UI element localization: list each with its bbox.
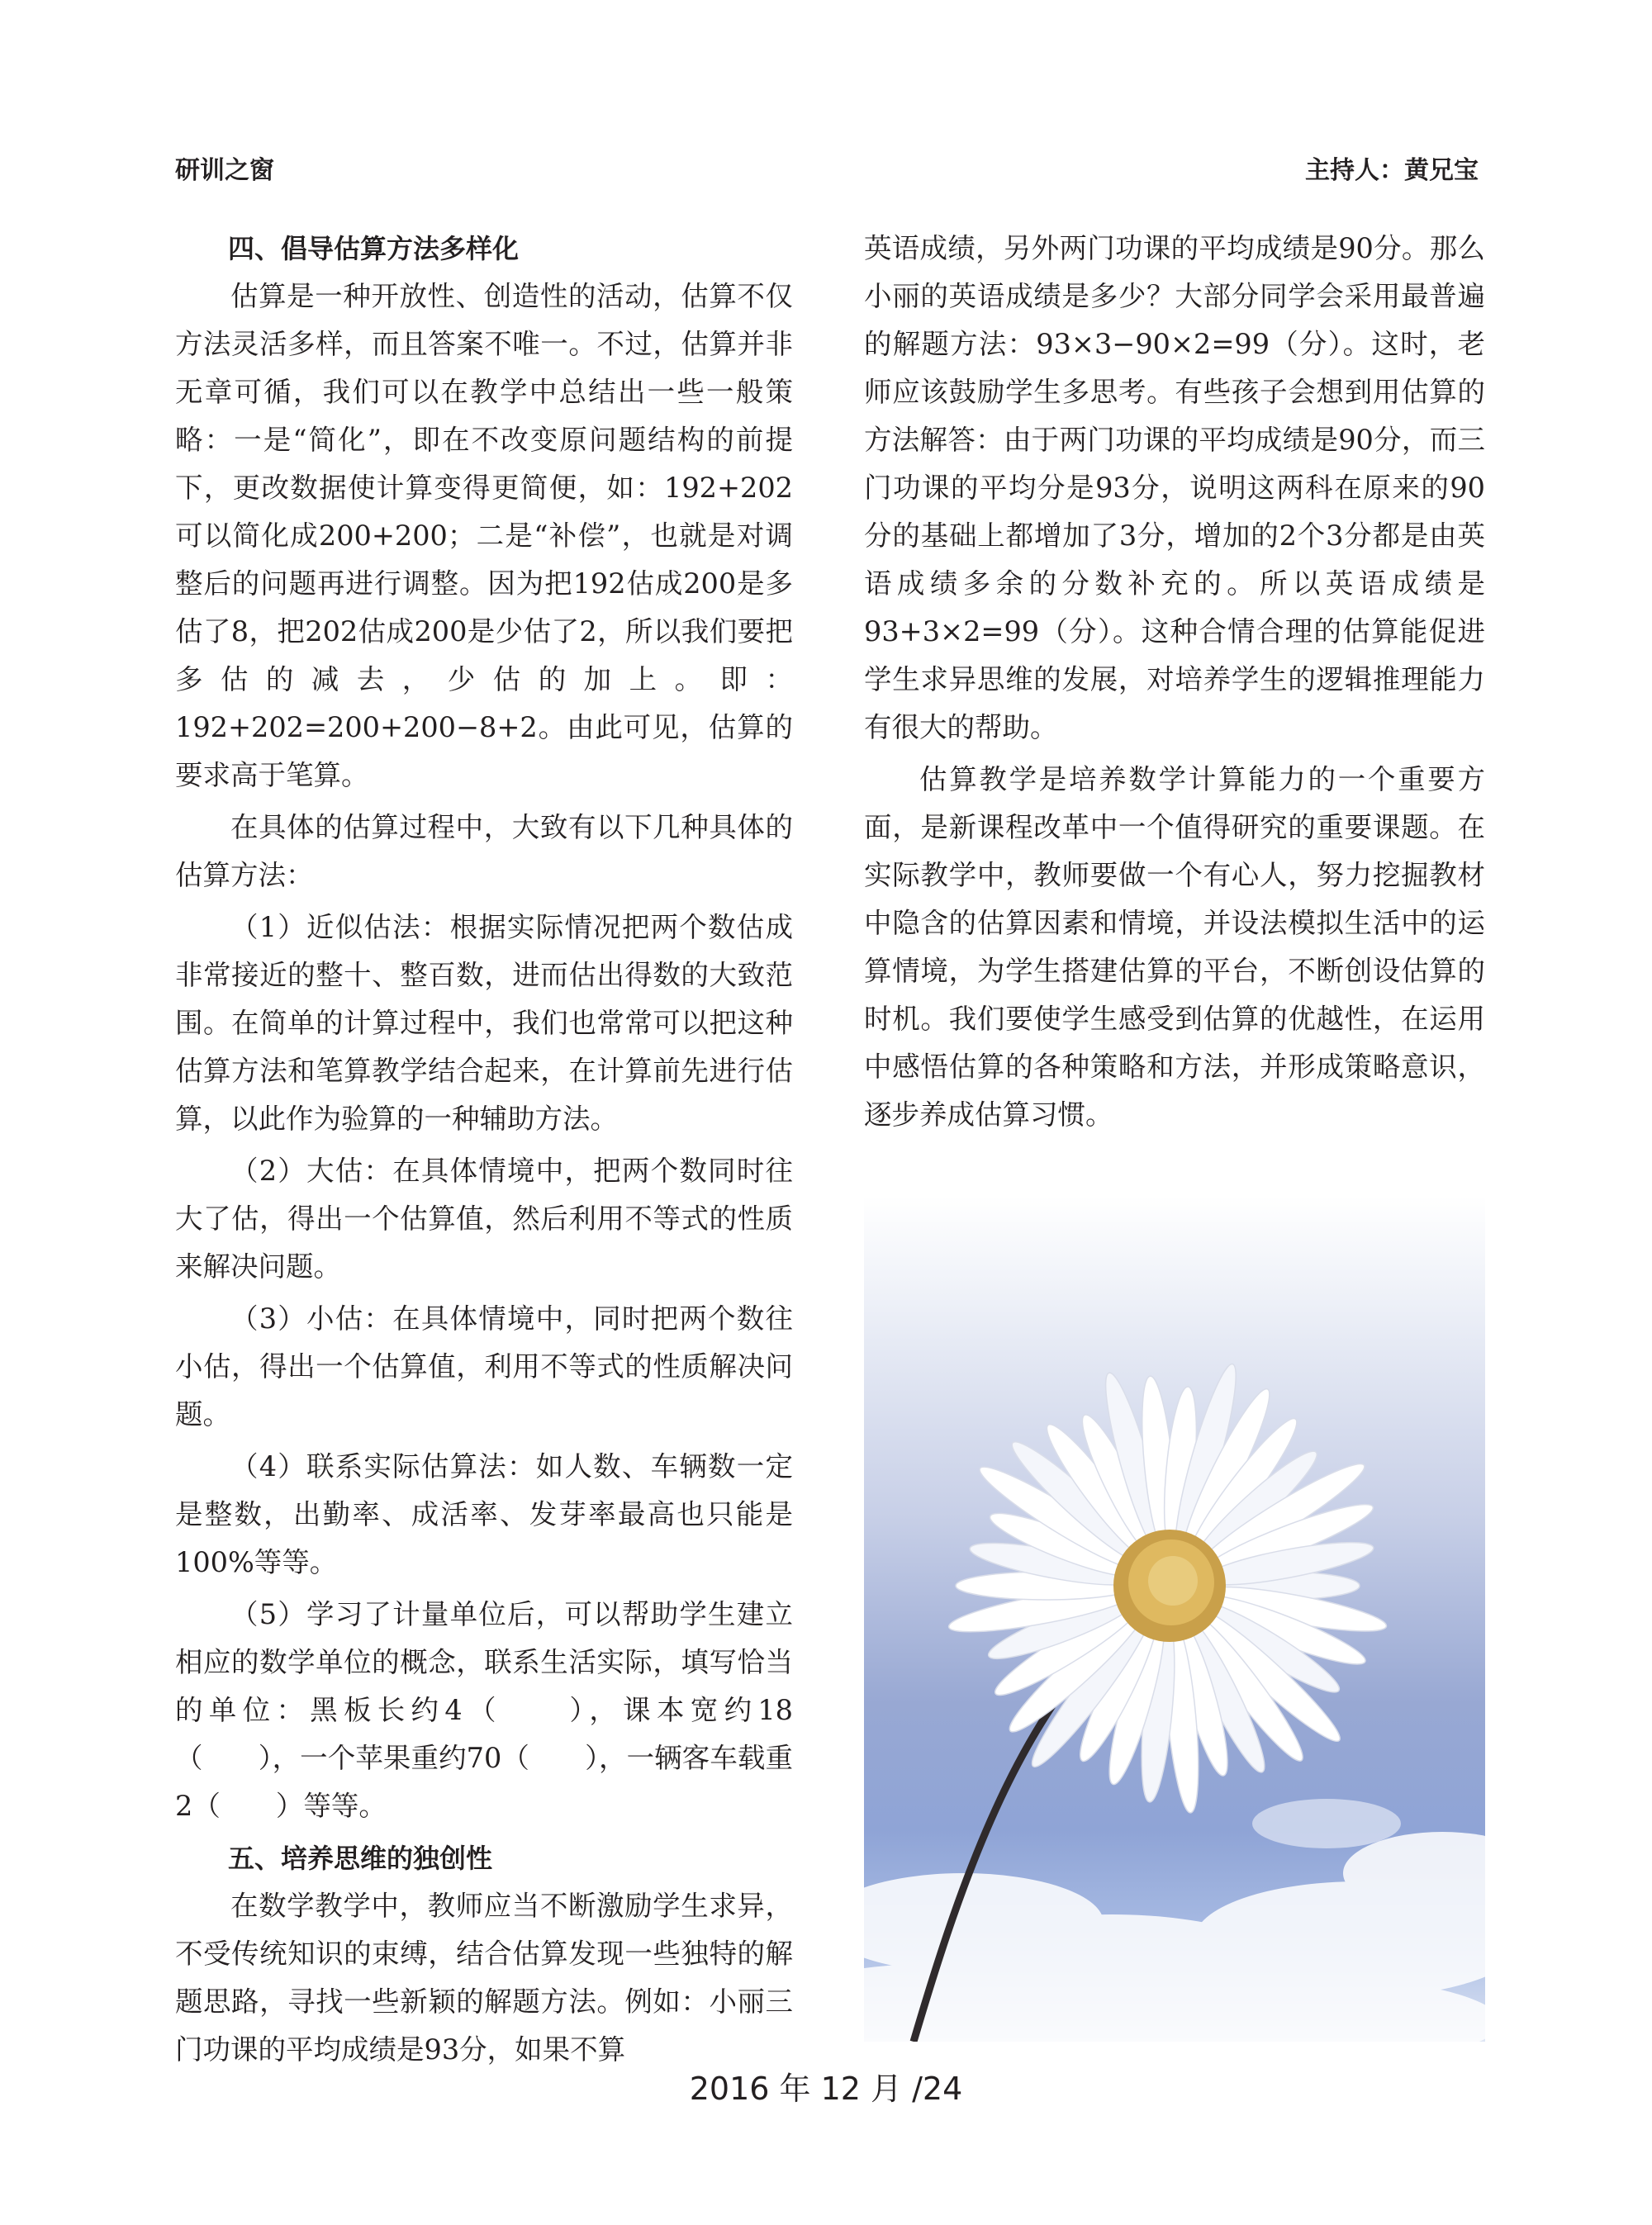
section-title: 研训之窗 <box>175 156 274 185</box>
right-column <box>864 225 1485 1143</box>
paragraph: 估算教学是培养数学计算能力的一个重要方面，是新课程改革中一个值得研究的重要课题。在实际教学中，教师要做一个有心人，努力挖掘教材中隐含的估算因素和情境，并设法模拟生活中的运算情境，为学生搭建估算的平台，不断创设估算的时机。我们要使学生感受到估算的优越性，在运用中感悟估算的各种策略和方法，并形成策略意识，逐步养成估算习惯。 <box>864 763 1485 1131</box>
heading-section-4: 四、倡导估算方法多样化 <box>228 233 520 264</box>
method-item: （4）联系实际估算法：如人数、车辆数一定是整数，出勤率、成活率、发芽率最高也只能是100%等等。 <box>175 1450 793 1578</box>
paragraph: 在具体的估算过程中，大致有以下几种具体的估算方法： <box>175 811 793 891</box>
method-item: （1）近似估法：根据实际情况把两个数估成非常接近的整十、整百数，进而估出得数的大致范围。在简单的计算过程中，我们也常常可以把这种估算方法和笔算教学结合起来，在计算前先进行估算，以此作为验算的一种辅助方法。 <box>175 911 793 1135</box>
method-item: （5）学习了计量单位后，可以帮助学生建立相应的数学单位的概念，联系生活实际，填写恰当的单位：黑板长约4（ ），课本宽约18（ ），一个苹果重约70（ ），一辆客车载重2（ ）等等。 <box>175 1598 793 1822</box>
daisy-photo <box>864 1196 1485 2042</box>
heading-section-5: 五、培养思维的独创性 <box>228 1843 493 1874</box>
method-item: （3）小估：在具体情境中，同时把两个数往小估，得出一个估算值，利用不等式的性质解决问题。 <box>175 1302 793 1430</box>
clouds <box>864 1799 1485 2042</box>
paragraph-continued: 英语成绩，另外两门功课的平均成绩是90分。那么小丽的英语成绩是多少？大部分同学会采用最普遍的解题方法：93×3−90×2=99（分）。这时，老师应该鼓励学生多思考。有些孩子会想到用估算的方法解答：由于两门功课的平均成绩是90分，而三门功课的平均分是93分，说明这两科在原来的90分的基础上都增加了3分，增加的2个3分都是由英语成绩多余的分数补充的。所以英语成绩是93+3×2=99（分）。这种合情合理的估算能促进学生求异思维的发展，对培养学生的逻辑推理能力有很大的帮助。 <box>864 232 1485 743</box>
left-column <box>175 225 793 2078</box>
page-folio: 2016 年 12 月 /24 <box>689 2071 963 2107</box>
paragraph: 估算是一种开放性、创造性的活动，估算不仅方法灵活多样，而且答案不唯一。不过，估算并非无章可循，我们可以在教学中总结出一些一般策略：一是“简化”，即在不改变原问题结构的前提下，更改数据使计算变得更简便，如：192+202可以简化成200+200；二是“补偿”，也就是对调整后的问题再进行调整。因为把192估成200是多估了8，把202估成200是少估了2，所以我们要把多估的减去，少估的加上。即：192+202=200+200−8+2。由此可见，估算的要求高于笔算。 <box>175 280 793 791</box>
paragraph: 在数学教学中，教师应当不断激励学生求异，不受传统知识的束缚，结合估算发现一些独特的解题思路，寻找一些新颖的解题方法。例如：小丽三门功课的平均成绩是93分，如果不算 <box>175 1890 793 2066</box>
method-item: （2）大估：在具体情境中，把两个数同时往大了估，得出一个估算值，然后利用不等式的性质来解决问题。 <box>175 1155 793 1283</box>
host-credit: 主持人：黄兄宝 <box>1305 156 1479 185</box>
daisy-illustration <box>864 1196 1485 2042</box>
